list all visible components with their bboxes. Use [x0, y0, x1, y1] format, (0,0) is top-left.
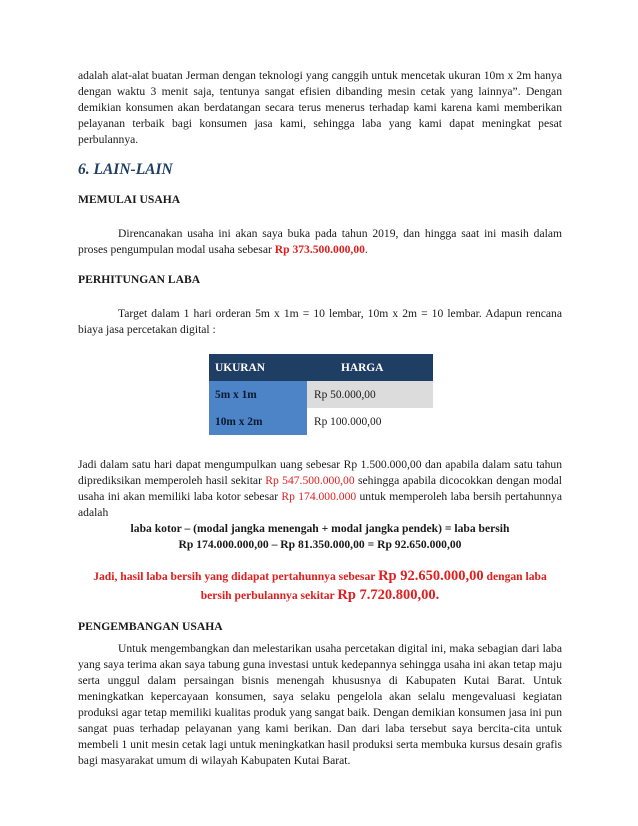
yearly-income-amount: Rp 547.500.000,00	[265, 474, 355, 487]
table-row	[209, 381, 433, 408]
size-cell: 10m x 2m	[209, 408, 307, 435]
perhitungan-heading: PERHITUNGAN LABA	[78, 273, 201, 286]
net-profit-monthly: Rp 7.720.800,00.	[337, 587, 440, 603]
summary-text-3: untuk memperoleh laba bersih pertahunnya adalah	[78, 490, 563, 519]
header-harga: HARGA	[307, 354, 433, 381]
net-profit-yearly: Rp 92.650.000,00	[378, 568, 484, 584]
summary-paragraph	[78, 457, 562, 521]
formula-line-2: Rp 174.000.000,00 – Rp 81.350.000,00 = Rp 92.650.000,00	[178, 538, 462, 551]
summary-text-2: sehingga apabila dicocokkan dengan modal usaha ini akan memiliki laba kotor sebesar	[78, 474, 563, 503]
price-cell: Rp 100.000,00	[307, 408, 433, 435]
summary-text-1: Jadi dalam satu hari dapat mengumpulkan uang sebesar Rp 1.500.000,00 dan apabila dalam satu tahun diprediksikan memperoleh hasil sekitar	[78, 458, 562, 487]
price-table	[209, 354, 433, 435]
price-cell: Rp 50.000,00	[307, 381, 433, 408]
formula-line-1: laba kotor – (modal jangka menengah + modal jangka pendek) = laba bersih	[130, 522, 510, 535]
result-text-1: Jadi, hasil laba bersih yang didapat pertahunnya sebesar	[93, 570, 379, 583]
header-ukuran: UKURAN	[209, 354, 307, 381]
section-title: 6. LAIN-LAIN	[78, 161, 173, 178]
result-statement	[78, 567, 562, 605]
size-cell: 5m x 1m	[209, 381, 307, 408]
intro-paragraph: adalah alat-alat buatan Jerman dengan teknologi yang canggih untuk mencetak ukuran 10m x 2m hanya dengan waktu 3 menit saja, tentunya sangat efisien dibanding mesin cetak yang lainnya”. Dengan demikian konsumen akan berdatangan secara terus menerus terhadap kami karena kami memberikan pelayanan terbaik bagi konsumen jasa kami, sehingga laba yang kami dapat meningkat pesat perbulannya.	[78, 69, 562, 146]
memulai-heading: MEMULAI USAHA	[78, 193, 181, 206]
result-text-2: dengan laba bersih perbulannya sekitar	[200, 570, 547, 602]
pengembangan-heading: PENGEMBANGAN USAHA	[78, 620, 223, 633]
table-row	[209, 408, 433, 435]
pengembangan-paragraph: Untuk mengembangkan dan melestarikan usaha percetakan digital ini, maka sebagian dari laba yang saya terima akan saya tabung guna investasi untuk kedepannya sehingga usaha ini akan tetap maju serta unggul dalam persaingan bisnis menengah khususnya di Kabupaten Kutai Barat. Untuk meningkatkan kepercayaan konsumen, saya selaku pengelola akan selalu mengevaluasi kegiatan produksi agar tetap memiliki kualitas produk yang sangat baik. Dengan demikian konsumen jasa ini pun sangat puas terhadap pelayanan yang kami berikan. Dan dari laba tersebut saya bercita-cita untuk membeli 1 unit mesin cetak lagi untuk meningkatkan hasil produksi serta membuka kursus desain grafis bagi masyarakat umum di wilayah Kabupaten Kutai Barat.	[78, 642, 562, 767]
memulai-text-end: .	[364, 243, 368, 256]
gross-profit-amount: Rp 174.000.000	[281, 490, 357, 503]
modal-amount: Rp 373.500.000,00	[274, 243, 365, 256]
profit-formula	[78, 521, 562, 553]
memulai-paragraph	[78, 226, 562, 258]
perhitungan-paragraph: Target dalam 1 hari orderan 5m x 1m = 10 lembar, 10m x 2m = 10 lembar. Adapun rencana biaya jasa percetakan digital :	[78, 307, 562, 336]
document-page	[78, 68, 562, 769]
price-table-header	[209, 354, 433, 381]
memulai-text: Direncanakan usaha ini akan saya buka pada tahun 2019, dan hingga saat ini masih dalam proses pengumpulan modal usaha sebesar	[78, 227, 562, 256]
